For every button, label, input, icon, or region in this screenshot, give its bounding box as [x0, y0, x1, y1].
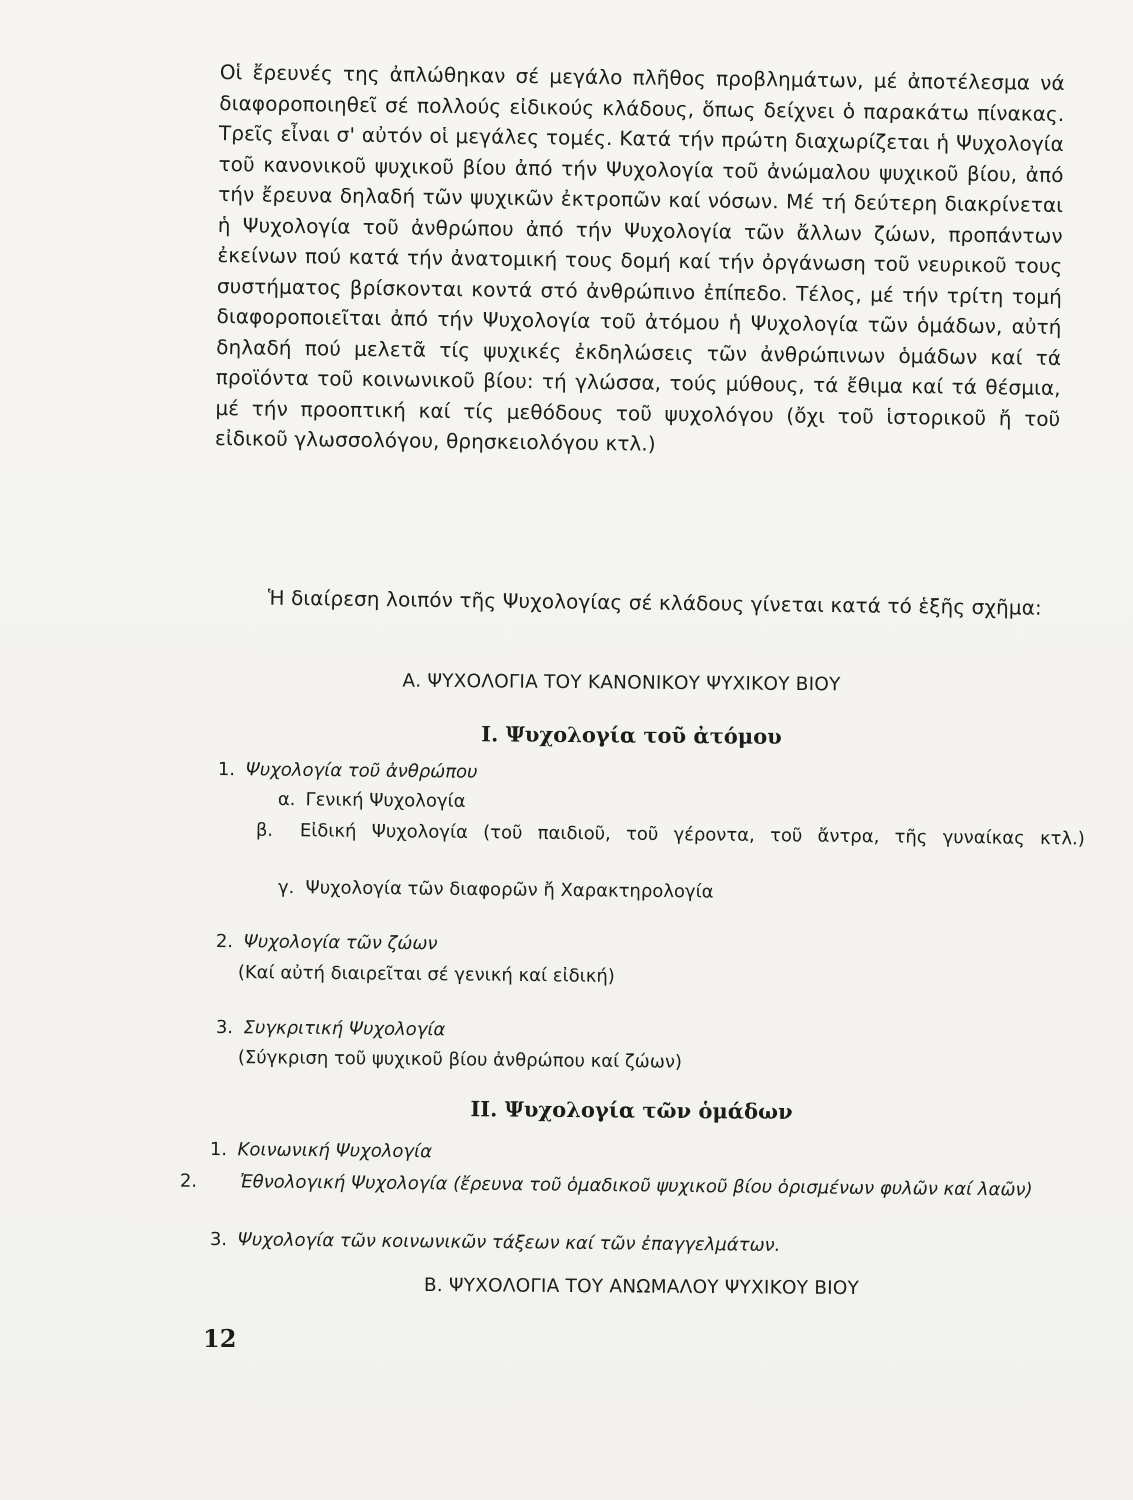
list-item [210, 1228, 781, 1258]
list-number: γ. [277, 876, 295, 899]
list-note [238, 1046, 682, 1075]
list-label: (Καί αὐτή διαιρεῖται σέ γενική καί εἰδική) [237, 961, 615, 987]
list-number: 1. [217, 758, 236, 781]
body-paragraph: Οἱ ἔρευνές της ἀπλώθηκαν σέ μεγάλο πλῆθος προβλημάτων, μέ ἀποτέλεσμα νά διαφοροποιηθεῖ σέ πολλούς εἰδικούς κλάδους, ὅπως δείχνει ὁ παρακάτω πίνακας. Τρεῖς εἶναι σ' αὐτόν οἱ μεγάλες τομές. Κατά τήν πρώτη διαχωρίζεται ἡ Ψυχολογία τοῦ κανονικοῦ ψυχικοῦ βίου ἀπό τήν Ψυχολογία τοῦ ἀνώμαλου ψυχικοῦ βίου, ἀπό τήν ἔρευνα δηλαδή τῶν ψυχικῶν ἐκτροπῶν καί νόσων. Μέ τή δεύτερη διακρίνεται ἡ Ψυχολογία τοῦ ἀνθρώπου ἀπό τήν Ψυχολογία τῶν ἄλλων ζώων, προπάντων ἐκείνων πού κατά τήν ἀνατομική τους δομή καί τήν ὀργάνωση τοῦ νευρικοῦ τους συστήματος βρίσκονται κοντά στό ἀνθρώπινο ἐπίπεδο. Τέλος, μέ τήν τρίτη τομή διαφοροποιεῖται ἀπό τήν Ψυχολογία τοῦ ἀτόμου ἡ Ψυχολογία τῶν ὁμάδων, αὐτή δηλαδή πού μελετᾶ τίς ψυχικές ἐκδηλώσεις τῶν ἀνθρώπινων ὁμάδων καί τά προϊόντα τοῦ κοινωνικοῦ βίου: τή γλώσσα, τούς μύθους, τά ἔθιμα καί τά θέσμια, μέ τήν προοπτική καί τίς μεθόδους τοῦ ψυχολόγου (ὄχι τοῦ ἱστορικοῦ ἤ τοῦ εἰδικοῦ γλωσσολόγου, θρησκειολόγου κτλ.) [214, 59, 1065, 456]
list-label: Κοινωνική Ψυχολογία [237, 1139, 433, 1163]
list-label: Ψυχολογία τοῦ ἀνθρώπου [245, 759, 478, 783]
page-number: 12 [203, 1324, 237, 1353]
list-item [179, 1170, 1045, 1203]
list-label: Γενική Ψυχολογία [305, 789, 466, 812]
part-heading-individual: Ι. Ψυχολογία τοῦ ἀτόμου [481, 721, 782, 749]
list-item [278, 876, 714, 905]
list-number: 3. [215, 1016, 234, 1039]
list-note [238, 961, 615, 989]
list-label: Ψυχολογία τῶν ζώων [243, 931, 438, 955]
section-heading-a: Α. ΨΥΧΟΛΟΓΙΑ ΤΟΥ ΚΑΝΟΝΙΚΟΥ ΨΥΧΙΚΟΥ ΒΙΟΥ [402, 670, 841, 696]
list-label: Ψυχολογία τῶν διαφορῶν ἤ Χαρακτηρολογία [305, 877, 714, 903]
list-label: Συγκριτική Ψυχολογία [243, 1017, 446, 1041]
list-number: 1. [209, 1139, 228, 1161]
list-item [255, 819, 1085, 851]
list-label: (Σύγκριση τοῦ ψυχικοῦ βίου ἀνθρώπου καί ζώων) [237, 1047, 683, 1073]
list-number: 3. [209, 1229, 228, 1251]
list-number: 2. [215, 930, 234, 953]
list-label: Ψυχολογία τῶν κοινωνικῶν τάξεων καί τῶν ἐπαγγελμάτων. [237, 1229, 781, 1256]
list-label: Εἰδική Ψυχολογία (τοῦ παιδιοῦ, τοῦ γέροντα, τοῦ ἄντρα, τῆς γυναίκας κτλ.) [299, 820, 1085, 850]
list-number: 2. [179, 1170, 198, 1192]
list-label: Ἐθνολογική Ψυχολογία (ἔρευνα τοῦ ὁμαδικοῦ ψυχικοῦ βίου ὁρισμένων φυλῶν καί λαῶν) [239, 1171, 1033, 1201]
list-number: α. [277, 788, 296, 811]
list-item [216, 930, 438, 956]
list-number: β. [255, 819, 274, 841]
list-item [210, 1138, 432, 1164]
list-item [278, 788, 466, 814]
list-item [218, 758, 478, 785]
section-heading-b: Β. ΨΥΧΟΛΟΓΙΑ ΤΟΥ ΑΝΩΜΑΛΟΥ ΨΥΧΙΚΟΥ ΒΙΟΥ [423, 1275, 860, 1300]
part-heading-groups: ΙΙ. Ψυχολογία τῶν ὁμάδων [470, 1096, 793, 1124]
list-item [216, 1016, 446, 1042]
body-paragraph: Ἡ διαίρεση λοιπόν τῆς Ψυχολογίας σέ κλάδους γίνεται κατά τό ἑξῆς σχῆμα: [267, 585, 1042, 620]
